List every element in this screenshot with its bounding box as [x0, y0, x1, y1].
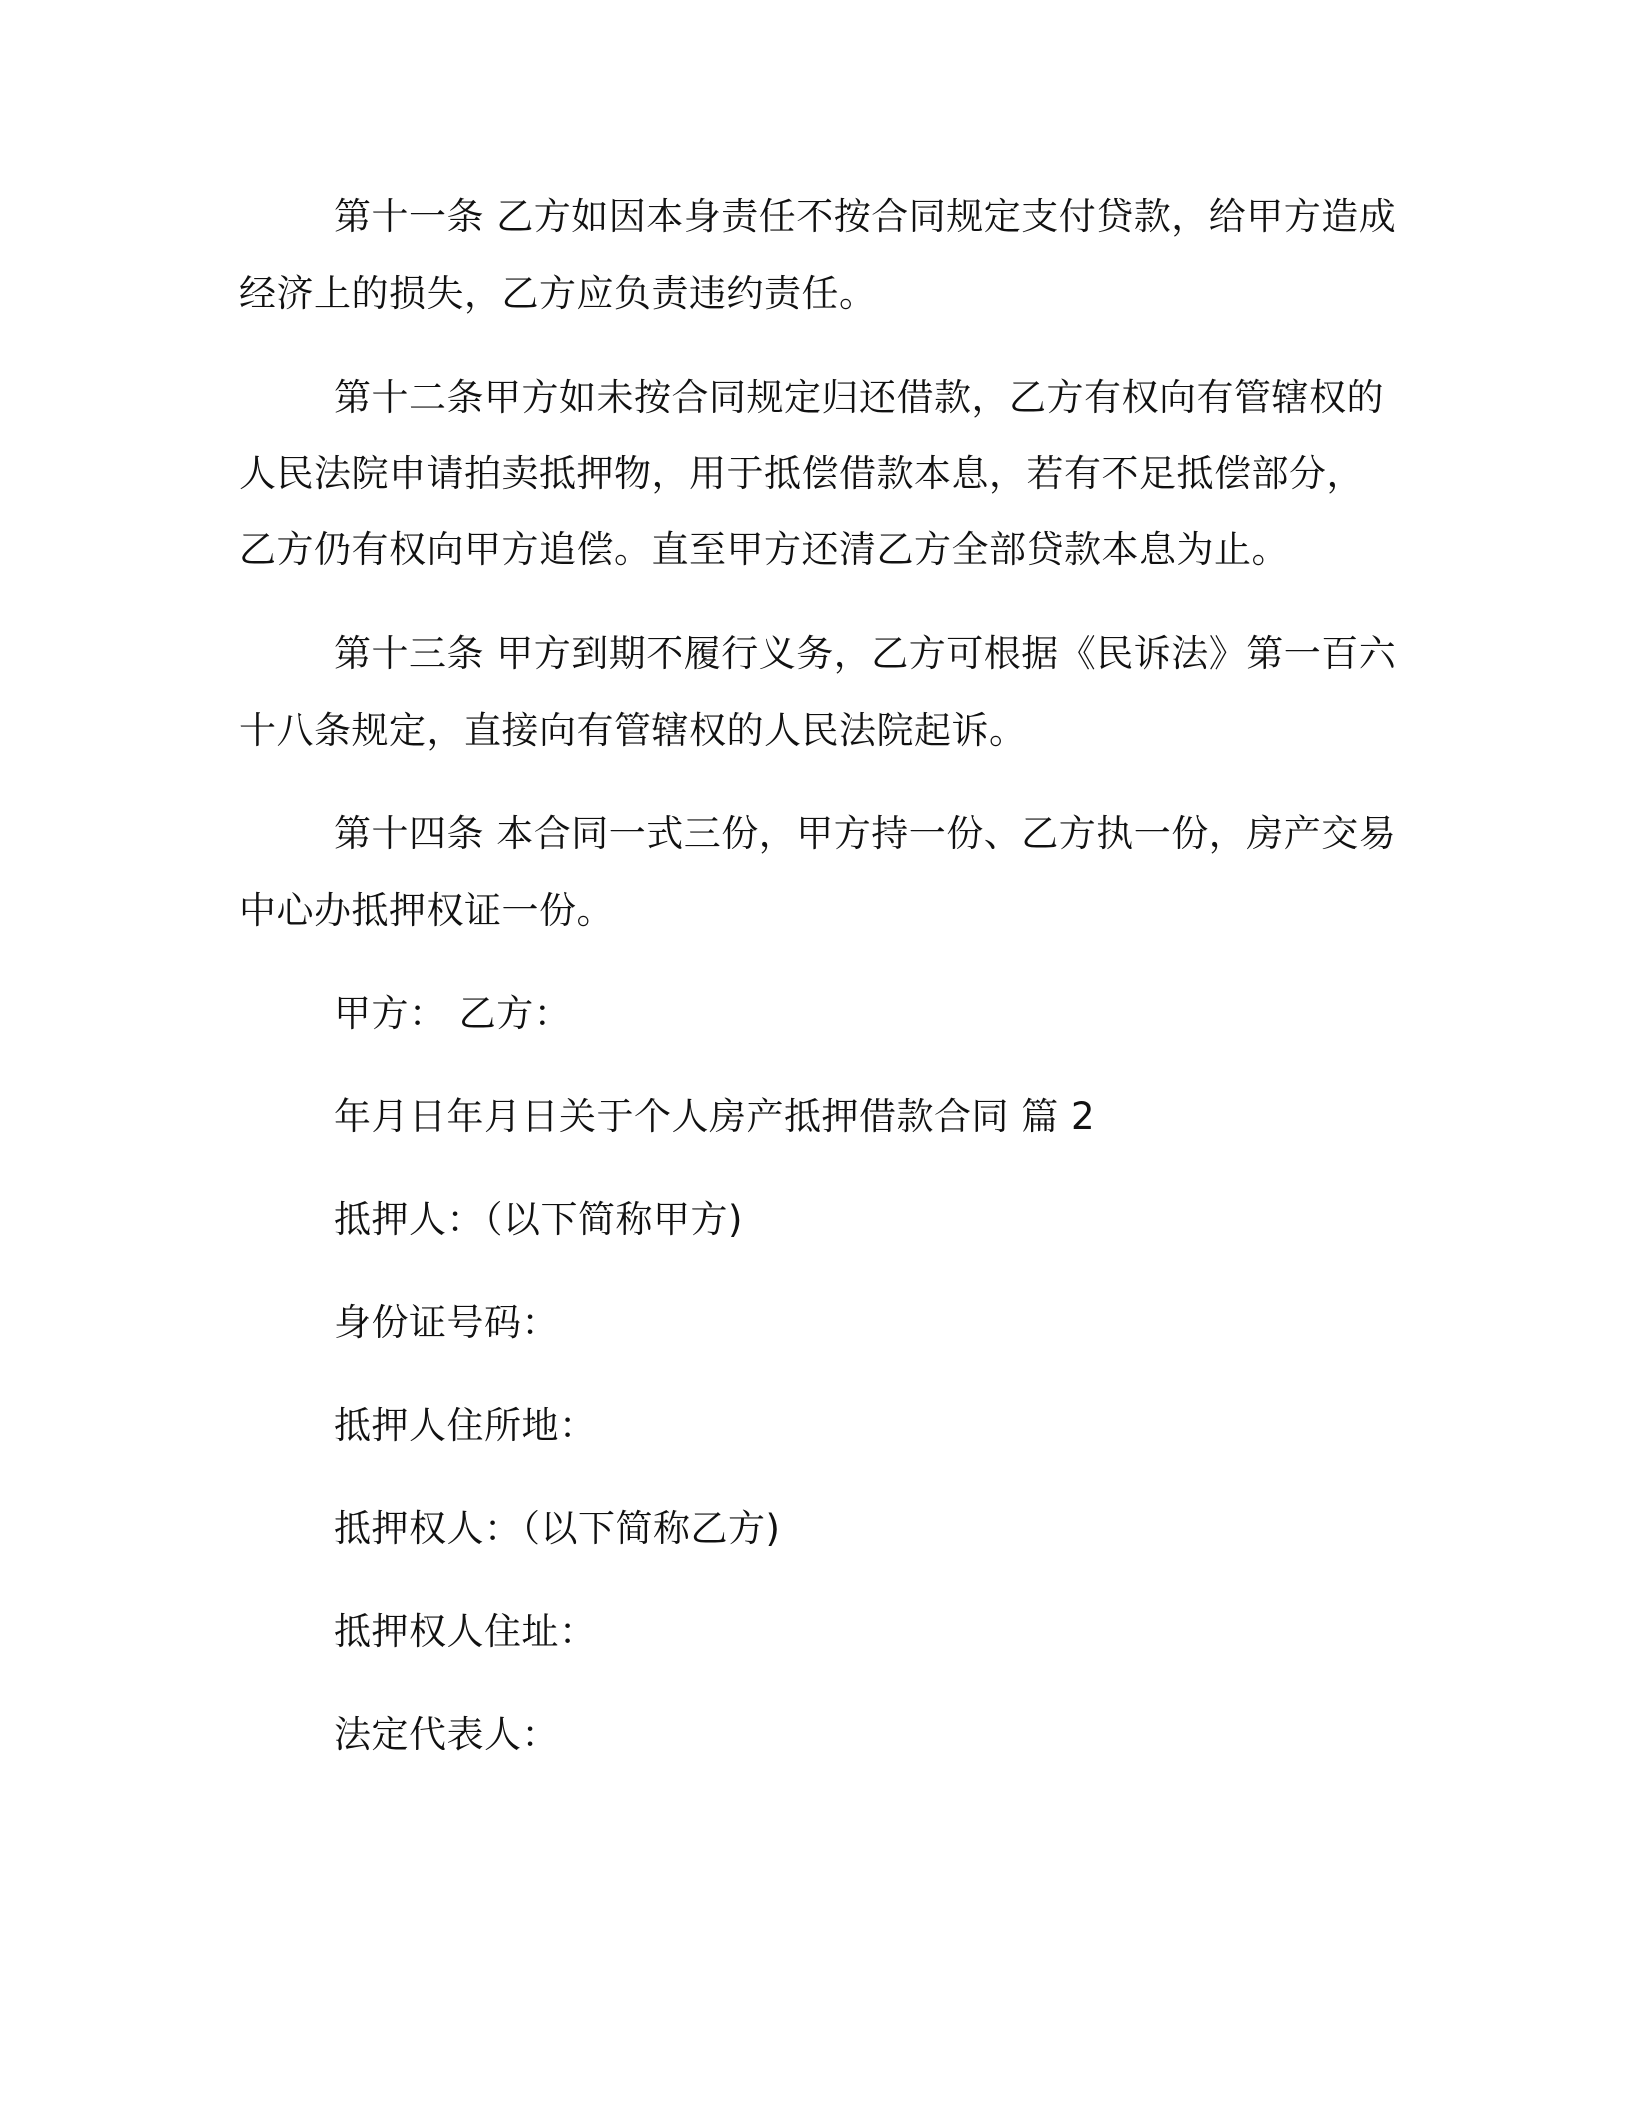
- article-11-line-1: 第十一条 乙方如因本身责任不按合同规定支付贷款，给甲方造成: [334, 195, 1397, 238]
- article-14-line-1: 第十四条 本合同一式三份，甲方持一份、乙方执一份，房产交易: [334, 812, 1397, 855]
- legal-representative-label: 法定代表人：: [334, 1713, 559, 1756]
- parties-line: 甲方： 乙方：: [334, 992, 572, 1035]
- article-13-line-2: 十八条规定，直接向有管辖权的人民法院起诉。: [239, 709, 1027, 752]
- mortgagee-address-label: 抵押权人住址：: [334, 1610, 597, 1653]
- article-12-line-1: 第十二条甲方如未按合同规定归还借款，乙方有权向有管辖权的: [334, 376, 1384, 419]
- contract-title: 年月日年月日关于个人房产抵押借款合同 篇 2: [334, 1095, 1096, 1138]
- article-12-line-3: 乙方仍有权向甲方追偿。直至甲方还清乙方全部贷款本息为止。: [239, 528, 1289, 571]
- mortgagee-label: 抵押权人：（以下简称乙方): [334, 1507, 781, 1550]
- id-number-label: 身份证号码：: [334, 1301, 559, 1344]
- article-14-line-2: 中心办抵押权证一份。: [239, 889, 614, 932]
- mortgagor-label: 抵押人：（以下简称甲方): [334, 1198, 743, 1241]
- article-11-line-2: 经济上的损失，乙方应负责违约责任。: [239, 272, 877, 315]
- article-12-line-2: 人民法院申请拍卖抵押物，用于抵偿借款本息，若有不足抵偿部分，: [239, 452, 1364, 495]
- article-13-line-1: 第十三条 甲方到期不履行义务，乙方可根据《民诉法》第一百六: [334, 632, 1397, 675]
- mortgagor-address-label: 抵押人住所地：: [334, 1404, 597, 1447]
